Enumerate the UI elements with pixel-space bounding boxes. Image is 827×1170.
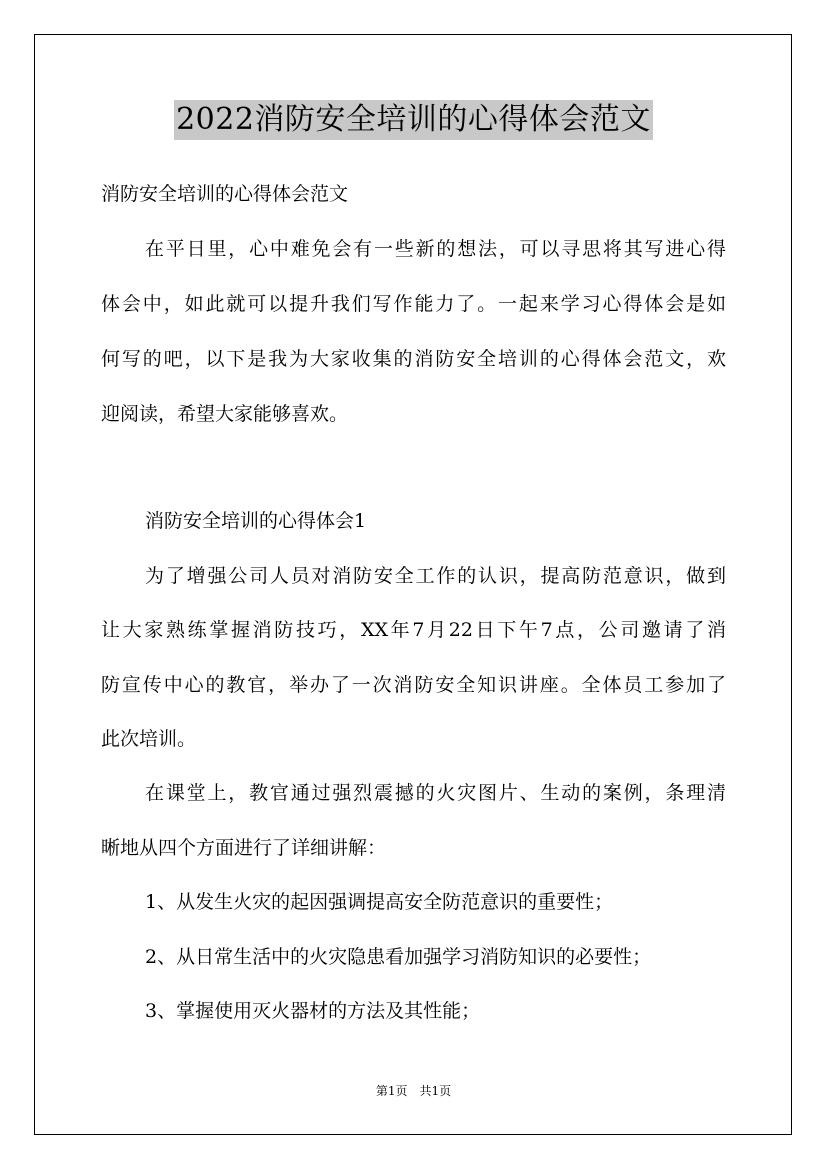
document-subtitle: 消防安全培训的心得体会范文	[101, 183, 349, 205]
intro-line-2: 体会中，如此就可以提升我们写作能力了。一起来学习心得体会是如	[101, 293, 726, 315]
para2-line-2: 晰地从四个方面进行了详细讲解：	[101, 837, 387, 859]
intro-line-3: 何写的吧，以下是我为大家收集的消防安全培训的心得体会范文，欢	[101, 348, 726, 370]
para1-line-4: 此次培训。	[101, 728, 197, 750]
intro-line-4: 迎阅读，希望大家能够喜欢。	[101, 403, 349, 425]
section-heading: 消防安全培训的心得体会1	[145, 510, 367, 532]
document-title: 2022消防安全培训的心得体会范文	[174, 100, 653, 140]
page-footer: 第1页 共1页	[375, 1084, 452, 1098]
para1-line-2: 让大家熟练掌握消防技巧，XX年7月22日下午7点，公司邀请了消	[101, 619, 726, 641]
para1-line-1: 为了增强公司人员对消防安全工作的认识，提高防范意识，做到	[145, 565, 726, 587]
list-item-2: 2、从日常生活中的火灾隐患看加强学习消防知识的必要性；	[145, 946, 652, 968]
list-item-1: 1、从发生火灾的起因强调提高安全防范意识的重要性；	[145, 891, 614, 913]
para1-line-3: 防宣传中心的教官，举办了一次消防安全知识讲座。全体员工参加了	[101, 674, 726, 696]
title-container	[0, 100, 827, 140]
intro-line-1: 在平日里，心中难免会有一些新的想法，可以寻思将其写进心得	[145, 238, 726, 260]
para2-line-1: 在课堂上，教官通过强烈震撼的火灾图片、生动的案例，条理清	[145, 782, 726, 804]
list-item-3: 3、掌握使用灭火器材的方法及其性能；	[145, 1000, 481, 1022]
